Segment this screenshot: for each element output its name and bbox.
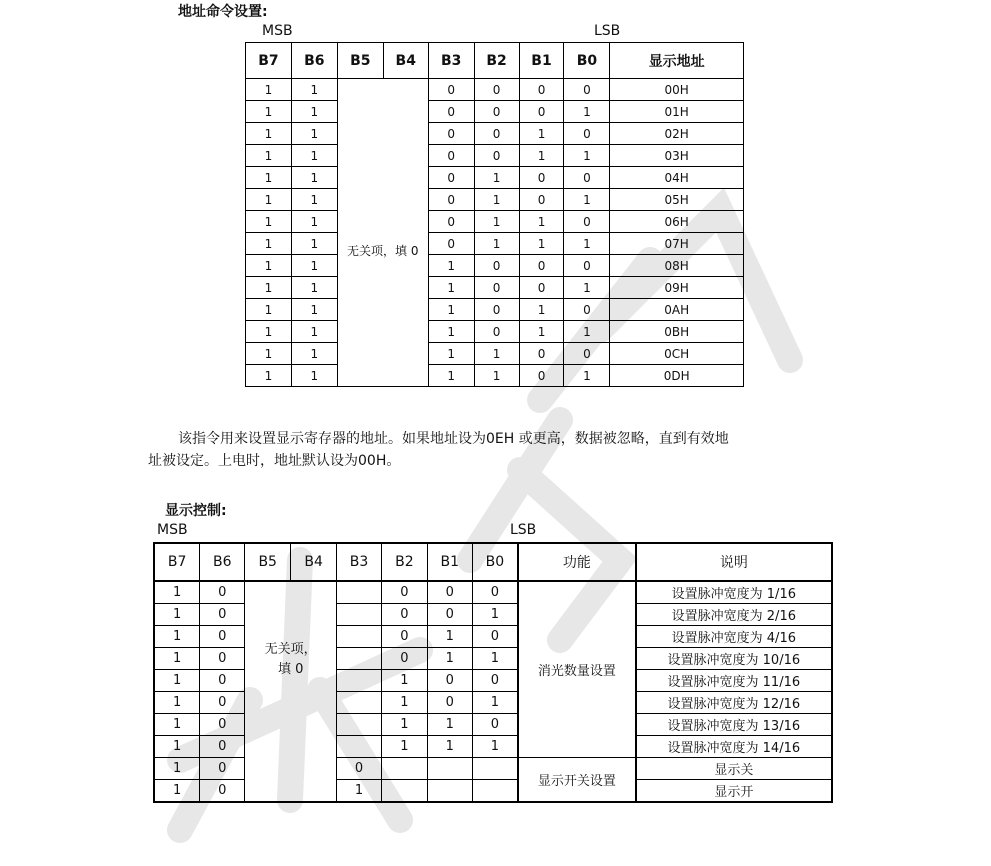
table-row [246, 277, 744, 299]
bit-cell-b7: 1 [246, 211, 292, 233]
table-row [246, 189, 744, 211]
bit-cell-b0: 1 [564, 189, 610, 211]
header-cell: B6 [291, 43, 337, 79]
description-cell: 设置脉冲宽度为 13/16 [636, 714, 832, 736]
bit-cell-b2: 0 [382, 604, 428, 626]
bit-cell-b6: 1 [291, 365, 337, 387]
bit-cell-b2 [382, 758, 428, 780]
bit-cell-b6: 0 [200, 604, 245, 626]
bit-cell-b3: 1 [428, 255, 474, 277]
bit-cell-b1: 0 [519, 189, 564, 211]
bit-cell-b7: 1 [154, 670, 200, 692]
address-command-table [245, 42, 744, 387]
bit-cell-b1: 1 [519, 123, 564, 145]
bit-cell-b1: 0 [519, 277, 564, 299]
bit-cell-b3: 1 [428, 343, 474, 365]
bit-cell-b3: 1 [428, 365, 474, 387]
dont-care-note: 无关项，填 0 [347, 243, 419, 258]
bit-cell-b0: 0 [564, 211, 610, 233]
bit-cell-b2: 1 [474, 167, 519, 189]
bit-cell-b1: 1 [519, 299, 564, 321]
bit-cell-b6: 1 [291, 321, 337, 343]
bit-cell-b1: 0 [427, 581, 472, 604]
bit-cell-b6: 1 [291, 211, 337, 233]
bit-cell-b6: 0 [200, 692, 245, 714]
bit-cell-b3: 0 [428, 233, 474, 255]
description-cell: 显示开 [636, 780, 832, 803]
bit-cell-b6: 1 [291, 343, 337, 365]
display-address-cell: 0CH [610, 343, 744, 365]
bit-cell-b3: 0 [428, 189, 474, 211]
bit-cell-b1: 0 [427, 604, 472, 626]
bit-cell-b3 [337, 670, 382, 692]
bit-cell-b3 [337, 604, 382, 626]
bit-cell-b7: 1 [154, 626, 200, 648]
display-address-cell: 05H [610, 189, 744, 211]
bit-cell-b2: 1 [382, 736, 428, 758]
bit-cell-b2: 1 [474, 189, 519, 211]
bit-cell-b2: 0 [474, 255, 519, 277]
bit-cell-b0: 0 [564, 299, 610, 321]
display-address-cell: 0BH [610, 321, 744, 343]
bit-cell-b0: 1 [564, 365, 610, 387]
section2-lsb-label: LSB [510, 522, 537, 538]
bit-cell-b3 [337, 736, 382, 758]
table-row [246, 321, 744, 343]
bit-cell-b0: 0 [472, 714, 518, 736]
bit-cell-b6: 1 [291, 101, 337, 123]
bit-cell-b7: 1 [246, 343, 292, 365]
display-control-table [153, 542, 833, 803]
bit-cell-b2: 0 [474, 101, 519, 123]
table-row [246, 101, 744, 123]
section1-msb-label: MSB [262, 23, 293, 39]
bit-cell-b1: 1 [519, 233, 564, 255]
header-cell: B7 [246, 43, 292, 79]
bit-cell-b0: 1 [472, 692, 518, 714]
bit-cell-b7: 1 [154, 780, 200, 803]
bit-cell-b3 [337, 648, 382, 670]
bit-cell-b7: 1 [246, 145, 292, 167]
bit-cell-b7: 1 [154, 692, 200, 714]
bit-cell-b0: 0 [472, 670, 518, 692]
bit-cell-b3: 1 [428, 277, 474, 299]
bit-cell-b7: 1 [154, 714, 200, 736]
description-cell: 设置脉冲宽度为 11/16 [636, 670, 832, 692]
bit-cell-b7: 1 [154, 648, 200, 670]
bit-cell-b3: 0 [428, 79, 474, 101]
bit-cell-b1: 1 [427, 736, 472, 758]
header-cell: B5 [337, 43, 383, 79]
bit-cell-b2: 1 [382, 714, 428, 736]
bit-cell-b2: 0 [382, 648, 428, 670]
header-cell: B0 [472, 543, 518, 581]
bit-cell-b1 [427, 758, 472, 780]
header-cell: B2 [474, 43, 519, 79]
bit-cell-b6: 1 [291, 299, 337, 321]
bit-cell-b6: 0 [200, 626, 245, 648]
header-row [154, 543, 832, 581]
bit-cell-b2: 0 [474, 277, 519, 299]
bit-cell-b0: 1 [564, 145, 610, 167]
function-dim-cell: 消光数量设置 [518, 581, 636, 758]
display-address-cell: 08H [610, 255, 744, 277]
description-cell: 设置脉冲宽度为 2/16 [636, 604, 832, 626]
display-address-cell: 09H [610, 277, 744, 299]
display-address-cell: 02H [610, 123, 744, 145]
bit-cell-b3: 0 [428, 145, 474, 167]
header-cell: 显示地址 [610, 43, 744, 79]
bit-cell-b1: 1 [519, 145, 564, 167]
function-switch-cell: 显示开关设置 [518, 758, 636, 803]
table-row [246, 365, 744, 387]
header-cell: B3 [428, 43, 474, 79]
table-row [246, 299, 744, 321]
bit-cell-b6: 0 [200, 758, 245, 780]
bit-cell-b1: 0 [427, 692, 472, 714]
bit-cell-b0: 0 [472, 626, 518, 648]
bit-cell-b2: 0 [474, 145, 519, 167]
table-row [246, 167, 744, 189]
header-cell: B4 [291, 543, 337, 581]
bit-cell-b3: 0 [428, 123, 474, 145]
bit-cell-b7: 1 [246, 321, 292, 343]
header-row [246, 43, 744, 79]
bit-cell-b1: 1 [519, 321, 564, 343]
bit-cell-b0: 1 [472, 604, 518, 626]
bit-cell-b3 [337, 714, 382, 736]
display-address-cell: 0DH [610, 365, 744, 387]
bit-cell-b6: 1 [291, 79, 337, 101]
display-address-cell: 03H [610, 145, 744, 167]
bit-cell-b2: 1 [382, 670, 428, 692]
bit-cell-b3: 1 [428, 321, 474, 343]
header-cell: 说明 [636, 543, 832, 581]
dont-care-cell [245, 581, 337, 802]
header-cell: B1 [519, 43, 564, 79]
bit-cell-b1: 0 [519, 365, 564, 387]
bit-cell-b0: 1 [564, 277, 610, 299]
bit-cell-b1: 1 [427, 626, 472, 648]
bit-cell-b3: 0 [428, 101, 474, 123]
header-cell: B5 [245, 543, 291, 581]
bit-cell-b6: 1 [291, 277, 337, 299]
bit-cell-b0 [472, 758, 518, 780]
bit-cell-b0: 1 [472, 736, 518, 758]
bit-cell-b7: 1 [154, 736, 200, 758]
bit-cell-b1: 1 [519, 211, 564, 233]
section1-lsb-label: LSB [594, 23, 621, 39]
bit-cell-b7: 1 [246, 233, 292, 255]
paragraph-line1: 该指令用来设置显示寄存器的地址。如果地址设为0EH 或更高，数据被忽略，直到有效地 [178, 431, 729, 447]
dont-care-note: 无关项，填 0 [264, 641, 317, 677]
bit-cell-b2: 0 [474, 299, 519, 321]
bit-cell-b3 [337, 692, 382, 714]
bit-cell-b6: 0 [200, 714, 245, 736]
bit-cell-b7: 1 [154, 758, 200, 780]
bit-cell-b6: 1 [291, 189, 337, 211]
description-cell: 设置脉冲宽度为 12/16 [636, 692, 832, 714]
display-address-cell: 01H [610, 101, 744, 123]
display-address-cell: 07H [610, 233, 744, 255]
header-cell: 功能 [518, 543, 636, 581]
bit-cell-b3 [337, 626, 382, 648]
bit-cell-b2: 0 [474, 321, 519, 343]
bit-cell-b6: 0 [200, 670, 245, 692]
bit-cell-b0: 0 [564, 167, 610, 189]
bit-cell-b6: 0 [200, 648, 245, 670]
bit-cell-b2: 0 [382, 581, 428, 604]
bit-cell-b6: 0 [200, 581, 245, 604]
header-cell: B3 [337, 543, 382, 581]
header-cell: B4 [383, 43, 428, 79]
bit-cell-b0: 0 [564, 343, 610, 365]
bit-cell-b0: 1 [564, 321, 610, 343]
bit-cell-b7: 1 [246, 123, 292, 145]
bit-cell-b2: 1 [474, 211, 519, 233]
dont-care-cell [337, 79, 428, 387]
bit-cell-b1: 0 [519, 167, 564, 189]
bit-cell-b7: 1 [246, 277, 292, 299]
bit-cell-b3: 0 [337, 758, 382, 780]
bit-cell-b6: 1 [291, 233, 337, 255]
bit-cell-b2 [382, 780, 428, 803]
section2-title: 显示控制: [165, 503, 227, 519]
bit-cell-b3: 0 [428, 167, 474, 189]
bit-cell-b2: 0 [474, 123, 519, 145]
bit-cell-b6: 1 [291, 255, 337, 277]
description-cell: 设置脉冲宽度为 1/16 [636, 581, 832, 604]
bit-cell-b2: 0 [474, 79, 519, 101]
table-row [246, 343, 744, 365]
bit-cell-b3 [337, 581, 382, 604]
bit-cell-b7: 1 [154, 581, 200, 604]
bit-cell-b2: 1 [474, 343, 519, 365]
bit-cell-b0 [472, 780, 518, 803]
display-address-cell: 04H [610, 167, 744, 189]
table-row [246, 79, 744, 101]
bit-cell-b1: 1 [427, 714, 472, 736]
bit-cell-b6: 1 [291, 145, 337, 167]
bit-cell-b2: 1 [474, 365, 519, 387]
bit-cell-b0: 0 [472, 581, 518, 604]
display-address-cell: 06H [610, 211, 744, 233]
bit-cell-b3: 1 [337, 780, 382, 803]
table-row [246, 211, 744, 233]
display-address-cell: 0AH [610, 299, 744, 321]
bit-cell-b7: 1 [246, 167, 292, 189]
bit-cell-b1: 0 [519, 255, 564, 277]
bit-cell-b6: 0 [200, 780, 245, 803]
description-cell: 显示关 [636, 758, 832, 780]
description-cell: 设置脉冲宽度为 10/16 [636, 648, 832, 670]
section2-msb-label: MSB [157, 522, 188, 538]
bit-cell-b0: 0 [564, 79, 610, 101]
bit-cell-b7: 1 [246, 365, 292, 387]
bit-cell-b7: 1 [246, 101, 292, 123]
bit-cell-b1: 1 [427, 648, 472, 670]
section1-title: 地址命令设置: [178, 4, 268, 20]
paragraph-line2: 址被设定。上电时，地址默认设为00H。 [148, 453, 401, 469]
bit-cell-b1: 0 [519, 79, 564, 101]
bit-cell-b7: 1 [246, 79, 292, 101]
bit-cell-b3: 0 [428, 211, 474, 233]
header-cell: B0 [564, 43, 610, 79]
bit-cell-b0: 0 [564, 255, 610, 277]
header-cell: B2 [382, 543, 428, 581]
bit-cell-b1 [427, 780, 472, 803]
bit-cell-b1: 0 [519, 343, 564, 365]
table-row [154, 581, 832, 604]
display-address-cell: 00H [610, 79, 744, 101]
header-cell: B1 [427, 543, 472, 581]
bit-cell-b2: 1 [474, 233, 519, 255]
bit-cell-b3: 1 [428, 299, 474, 321]
bit-cell-b1: 0 [519, 101, 564, 123]
table-row [246, 255, 744, 277]
bit-cell-b6: 0 [200, 736, 245, 758]
bit-cell-b2: 1 [382, 692, 428, 714]
description-cell: 设置脉冲宽度为 4/16 [636, 626, 832, 648]
bit-cell-b6: 1 [291, 123, 337, 145]
bit-cell-b0: 1 [472, 648, 518, 670]
bit-cell-b7: 1 [246, 189, 292, 211]
header-cell: B7 [154, 543, 200, 581]
bit-cell-b7: 1 [154, 604, 200, 626]
header-cell: B6 [200, 543, 245, 581]
table-row [246, 233, 744, 255]
bit-cell-b1: 0 [427, 670, 472, 692]
bit-cell-b7: 1 [246, 255, 292, 277]
bit-cell-b6: 1 [291, 167, 337, 189]
table-row [246, 123, 744, 145]
bit-cell-b0: 0 [564, 123, 610, 145]
bit-cell-b0: 1 [564, 101, 610, 123]
bit-cell-b7: 1 [246, 299, 292, 321]
bit-cell-b0: 1 [564, 233, 610, 255]
description-cell: 设置脉冲宽度为 14/16 [636, 736, 832, 758]
bit-cell-b2: 0 [382, 626, 428, 648]
table-row [246, 145, 744, 167]
